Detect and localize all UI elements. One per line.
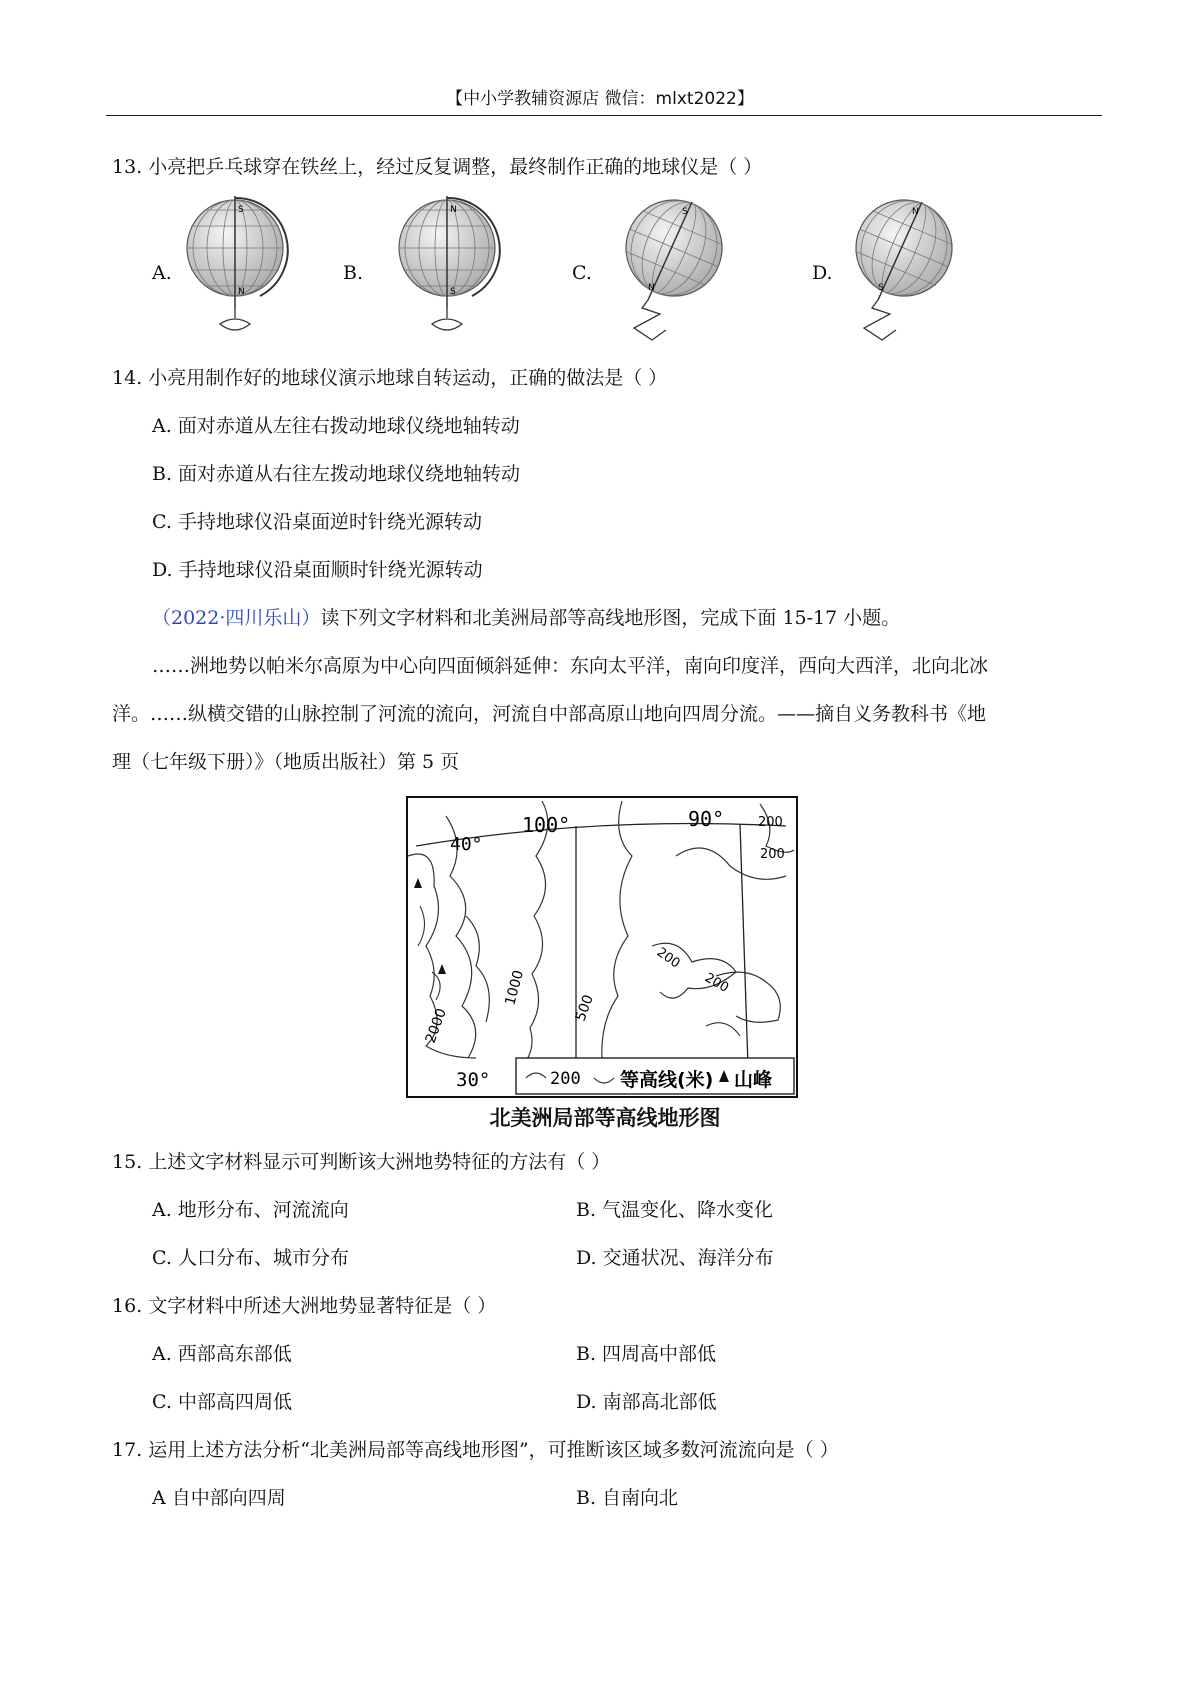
q15-option-c[interactable]: C. 人口分布、城市分布 xyxy=(152,1247,349,1269)
contour-label: 500 xyxy=(572,992,597,1024)
globe-c-top-label: S xyxy=(682,207,688,217)
legend-peak-text: 山峰 xyxy=(734,1069,773,1091)
q17-option-b[interactable]: B. 自南向北 xyxy=(576,1487,679,1509)
page-header: 【中小学教辅资源店 微信：mlxt2022】 xyxy=(446,89,754,109)
q14-option-c[interactable]: C. 手持地球仪沿桌面逆时针绕光源转动 xyxy=(152,511,482,533)
q17-option-a[interactable]: A 自中部向四周 xyxy=(152,1487,286,1509)
q15-option-d[interactable]: D. 交通状况、海洋分布 xyxy=(576,1247,774,1269)
q13-option-c-letter[interactable]: C. xyxy=(572,262,592,284)
contour-label: 200 xyxy=(702,970,732,996)
q14-option-d[interactable]: D. 手持地球仪沿桌面顺时针绕光源转动 xyxy=(152,559,483,581)
material-intro-line xyxy=(152,606,900,631)
lat-40-label: 40° xyxy=(450,834,483,855)
globe-d-top-label: N xyxy=(912,207,919,217)
legend-contour-value: 200 xyxy=(550,1069,581,1089)
map-caption: 北美洲局部等高线地形图 xyxy=(489,1106,721,1130)
q16-stem: 16. 文字材料中所述大洲地势显著特征是（ ） xyxy=(112,1295,497,1317)
q14-option-b[interactable]: B. 面对赤道从右往左拨动地球仪绕地轴转动 xyxy=(152,463,521,485)
q13-option-a-letter[interactable]: A. xyxy=(152,262,172,284)
q16-option-d[interactable]: D. 南部高北部低 xyxy=(576,1391,717,1413)
contour-label: 200 xyxy=(653,944,683,972)
material-source: （2022·四川乐山） xyxy=(152,607,321,629)
material-line-2: 洋。……纵横交错的山脉控制了河流的流向，河流自中部高原山地向四周分流。——摘自义务教科书《地 xyxy=(112,703,987,725)
globe-d-bottom-label: S xyxy=(878,283,884,293)
q14-stem: 14. 小亮用制作好的地球仪演示地球自转运动，正确的做法是（ ） xyxy=(112,367,668,389)
legend-contour-text: 等高线(米) xyxy=(620,1069,714,1091)
q13-stem: 13. 小亮把乒乓球穿在铁丝上，经过反复调整，最终制作正确的地球仪是（ ） xyxy=(112,156,763,178)
contour-map xyxy=(406,796,798,1098)
globe-a-top-label: S xyxy=(238,205,244,215)
globe-a-bottom-label: N xyxy=(238,287,245,297)
q16-option-a[interactable]: A. 西部高东部低 xyxy=(152,1343,292,1365)
q14-option-a[interactable]: A. 面对赤道从左往右拨动地球仪绕地轴转动 xyxy=(152,415,520,437)
material-line-1: ……洲地势以帕米尔高原为中心向四面倾斜延伸：东向太平洋，南向印度洋，西向大西洋，北向北冰 xyxy=(152,655,989,677)
lat-30-label: 30° xyxy=(456,1069,491,1091)
q16-option-c[interactable]: C. 中部高四周低 xyxy=(152,1391,292,1413)
material-intro: 读下列文字材料和北美洲局部等高线地形图，完成下面 15-17 小题。 xyxy=(320,607,901,629)
q16-option-b[interactable]: B. 四周高中部低 xyxy=(576,1343,717,1365)
contour-label: 2000 xyxy=(422,1006,450,1046)
q15-option-a[interactable]: A. 地形分布、河流流向 xyxy=(152,1199,349,1221)
globe-c-bottom-label: N xyxy=(648,283,655,293)
material-line-3: 理（七年级下册）》（地质出版社）第 5 页 xyxy=(112,751,460,773)
contour-label: 1000 xyxy=(502,968,528,1008)
contour-label: 200 xyxy=(758,815,783,830)
globe-d-icon xyxy=(842,196,962,346)
globe-c-icon xyxy=(612,196,732,346)
globe-b-icon xyxy=(392,196,502,346)
globe-a-icon xyxy=(180,196,290,346)
globe-b-top-label: N xyxy=(450,205,457,215)
q13-option-d-letter[interactable]: D. xyxy=(812,262,833,284)
globe-b-bottom-label: S xyxy=(450,287,456,297)
lon-90-label: 90° xyxy=(688,807,725,831)
q15-option-b[interactable]: B. 气温变化、降水变化 xyxy=(576,1199,774,1221)
q13-option-b-letter[interactable]: B. xyxy=(343,262,364,284)
contour-label: 200 xyxy=(760,847,785,862)
q15-stem: 15. 上述文字材料显示可判断该大洲地势特征的方法有（ ） xyxy=(112,1151,611,1173)
q17-stem: 17. 运用上述方法分析“北美洲局部等高线地形图”，可推断该区域多数河流流向是（ ） xyxy=(112,1439,839,1461)
header-divider xyxy=(106,115,1102,116)
lon-100-label: 100° xyxy=(522,813,571,837)
